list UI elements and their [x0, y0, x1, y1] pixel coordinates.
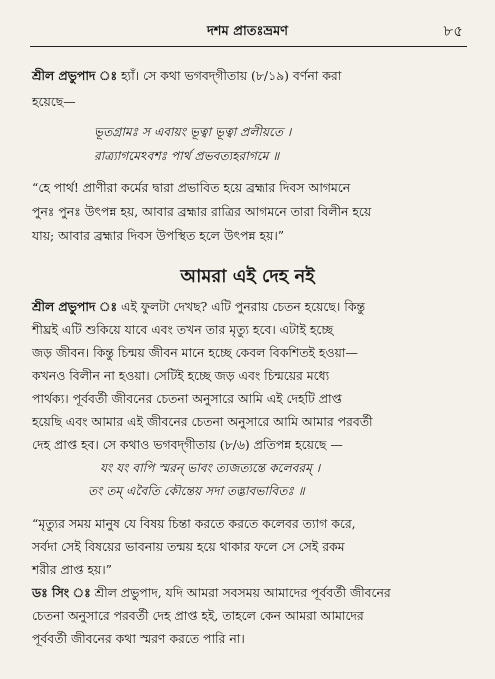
translation-line: শরীর প্রাপ্ত হয়।” — [32, 562, 112, 577]
speaker-label: শ্রীল প্রভুপাদ ঃ — [32, 299, 118, 314]
dialogue-line: শীঘ্রই এটি শুকিয়ে যাবে এবং তখন তার মৃত্যু হবে। এটাই হচ্ছে — [32, 322, 334, 337]
translation-line: “মৃত্যুর সময় মানুষ যে বিষয় চিন্তা করতে করতে কলেবর ত্যাগ করে, — [32, 516, 356, 531]
dialogue-text: এই ফুলটা দেখছ? এটি পুনরায় চেতন হয়েছে। কিন্তু — [121, 299, 366, 314]
sanskrit-verse-line: যং যং বাপি স্মরন্‌ ভাবং ত্যজত্যন্তে কলেবরম্‌ । — [100, 461, 321, 475]
dialogue-line — [32, 585, 391, 601]
translation-line: সর্বদা সেই বিষয়ের ভাবনায় তন্ময় হয়ে থাকার ফলে সে সেই রকম — [32, 539, 345, 554]
dialogue-line: পার্থক্য। পূর্ববর্তী জীবনের চেতনা অনুসারে আমি এই দেহটি প্রাপ্ত — [32, 391, 342, 406]
section-title: আমরা এই দেহ নই — [180, 266, 315, 287]
header-rule — [30, 46, 467, 47]
dialogue-line — [32, 299, 365, 315]
dialogue-line: চেতনা অনুসারে পরবর্তী দেহ প্রাপ্ত হই, তাহলে কেন আমরা আমাদের — [32, 608, 364, 623]
dialogue-line: পূর্ববর্তী জীবনের কথা স্মরণ করতে পারি না। — [32, 631, 245, 646]
dialogue-text: হ্যাঁ। সে কথা ভগবদ্‌গীতায় (৮/১৯) বর্ণনা করা — [121, 68, 342, 83]
dialogue-line: দেহ প্রাপ্ত হব। সে কথাও ভগবদ্‌গীতায় (৮/৬) প্রতিপন্ন হয়েছে — — [32, 437, 343, 452]
dialogue-line — [32, 68, 341, 84]
translation-line: যায়; আবার ব্রহ্মার দিবস উপস্থিত হলে উৎপন্ন হয়।” — [32, 228, 285, 243]
speaker-label: ডঃ সিং ঃ — [32, 585, 91, 600]
page-number: ৮৫ — [443, 22, 463, 40]
speaker-label: শ্রীল প্রভুপাদ ঃ — [32, 68, 118, 83]
sanskrit-verse-line: রাত্র্যাগমেঽবশঃ পার্থ প্রভবত্যহরাগমে ॥ — [94, 149, 280, 163]
dialogue-text: শ্রীল প্রভুপাদ, যদি আমরা সবসময় আমাদের পূর্ববর্তী জীবনের — [94, 585, 391, 600]
running-head: দশম প্রাতঃভ্রমণ — [206, 24, 289, 39]
translation-line: “হে পার্থ! প্রাণীরা কর্মের দ্বারা প্রভাবিত হয়ে ব্রহ্মার দিবস আগমনে — [32, 180, 351, 195]
dialogue-line: হয়েছি এবং আমার এই জীবনের চেতনা অনুসারে আমি আমার পরবর্তী — [32, 414, 373, 429]
sanskrit-verse-line: ভূতগ্রামঃ স এবায়ং ভূত্বা ভূত্বা প্রলীয়তে । — [94, 125, 292, 139]
translation-line: পুনঃ পুনঃ উৎপন্ন হয়, আবার ব্রহ্মার রাত্রির আগমনে তারা বিলীন হয়ে — [32, 204, 372, 219]
dialogue-line: জড় জীবন। কিন্তু চিন্ময় জীবন মানে হচ্ছে কেবল বিকশিতই হওয়া— — [32, 345, 358, 360]
dialogue-line: কখনও বিলীন না হওয়া। সেটিই হচ্ছে জড় এবং চিন্ময়ের মধ্যে — [32, 368, 330, 383]
page-header — [0, 20, 495, 44]
sanskrit-verse-line: তং তম্‌ এবৈতি কৌন্তেয় সদা তদ্ভাবভাবিতঃ ॥ — [88, 484, 305, 498]
dialogue-line: হয়েছে— — [32, 94, 76, 109]
